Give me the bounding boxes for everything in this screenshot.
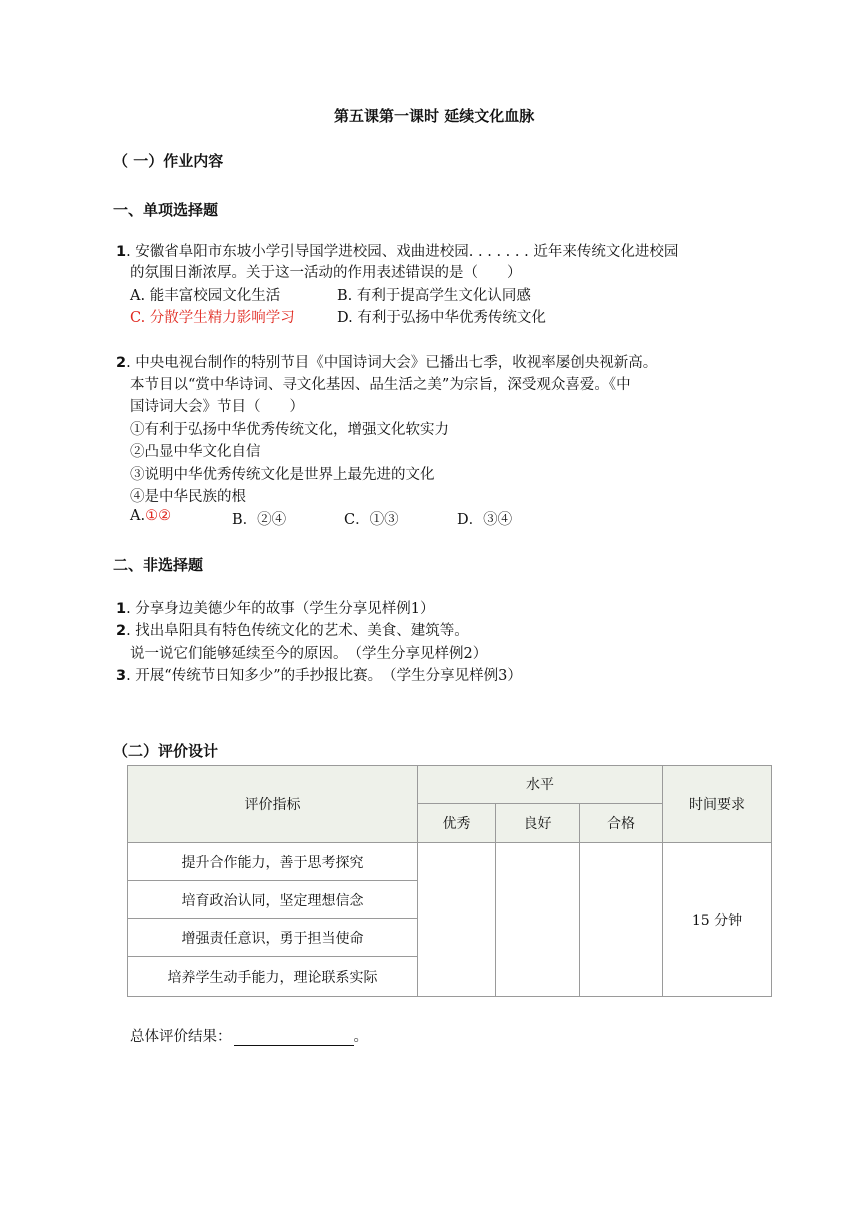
q2-line2: 本节目以“赏中华诗词、寻文化基因、品生活之美”为宗旨，深受观众喜爱。《中 — [130, 377, 631, 393]
section2-heading: 二、非选择题 — [113, 556, 204, 574]
q1-line1 — [116, 240, 678, 261]
nq1-text: . 分享身边美德少年的故事（学生分享见样例1） — [126, 601, 435, 617]
pass-cell — [580, 843, 663, 997]
nq2-number: 2 — [116, 623, 127, 639]
header-excellent: 优秀 — [418, 804, 496, 843]
q2-option-d: D．③④ — [457, 512, 513, 528]
q2-line3: 国诗词大会》节目（ ） — [130, 399, 304, 415]
q1-option-a: A. 能丰富校园文化生活 — [130, 288, 281, 304]
header-time: 时间要求 — [663, 766, 772, 843]
part1-heading: （ 一）作业内容 — [113, 152, 224, 170]
header-pass: 合格 — [580, 804, 663, 843]
table-row-indicator: 培养学生动手能力，理论联系实际 — [128, 957, 418, 997]
good-cell — [496, 843, 580, 997]
table-row-indicator: 提升合作能力，善于思考探究 — [128, 843, 418, 881]
header-indicator: 评价指标 — [128, 766, 418, 843]
q2-item1: ①有利于弘扬中华优秀传统文化，增强文化软实力 — [130, 422, 449, 438]
nq3 — [116, 664, 522, 685]
q2-option-a-label: A. — [130, 508, 146, 524]
nq3-text: . 开展“传统节日知多少”的手抄报比赛。 （学生分享见样例3） — [126, 668, 522, 684]
q1-text: . 安徽省阜阳市东坡小学引导国学进校园、戏曲进校园. . . . . . . 近年来传统文化进校园 — [126, 244, 679, 260]
table-row-indicator: 培育政治认同，坚定理想信念 — [128, 881, 418, 919]
q1-line2: 的氛围日渐浓厚。关于这一活动的作用表述错误的是（ ） — [130, 265, 522, 281]
q2-item3: ③说明中华优秀传统文化是世界上最先进的文化 — [130, 467, 435, 483]
q2-option-b: B．②④ — [232, 512, 287, 528]
result-blank[interactable] — [234, 1031, 354, 1046]
page-title: 第五课第一课时 延续文化血脉 — [334, 107, 535, 125]
section1-heading: 一、单项选择题 — [113, 201, 219, 219]
result-end: 。 — [353, 1029, 368, 1045]
q2-option-a-answer: ①② — [145, 508, 172, 524]
q2-item4: ④是中华民族的根 — [130, 489, 246, 505]
table-row-indicator: 增强责任意识，勇于担当使命 — [128, 919, 418, 957]
time-value: 15 分钟 — [663, 843, 772, 997]
evaluation-table — [127, 765, 772, 997]
q1-option-c-answer: C. 分散学生精力影响学习 — [130, 310, 295, 326]
q2-option-c: C．①③ — [344, 512, 399, 528]
nq2-line2: 说一说它们能够延续至今的原因。 （学生分享见样例2） — [130, 646, 488, 662]
q2-text: . 中央电视台制作的特别节目《中国诗词大会》已播出七季，收视率屡创央视新高。 — [126, 355, 658, 371]
nq1-number: 1 — [116, 601, 127, 617]
overall-result — [130, 1025, 368, 1046]
excellent-cell — [418, 843, 496, 997]
header-level: 水平 — [418, 766, 663, 804]
result-label: 总体评价结果： — [130, 1029, 232, 1045]
part2-heading: （二）评价设计 — [113, 742, 219, 760]
q2-option-a — [130, 508, 171, 524]
nq3-number: 3 — [116, 668, 127, 684]
header-good: 良好 — [496, 804, 580, 843]
q2-number: 2 — [116, 355, 127, 371]
nq2-text: . 找出阜阳具有特色传统文化的艺术、美食、建筑等。 — [126, 623, 469, 639]
q2-line1 — [116, 351, 657, 372]
nq2-line1 — [116, 619, 469, 640]
q1-option-d: D. 有利于弘扬中华优秀传统文化 — [337, 310, 546, 326]
q1-number: 1 — [116, 244, 127, 260]
q2-item2: ②凸显中华文化自信 — [130, 444, 261, 460]
nq1 — [116, 597, 435, 618]
q1-option-b: B. 有利于提高学生文化认同感 — [337, 288, 531, 304]
